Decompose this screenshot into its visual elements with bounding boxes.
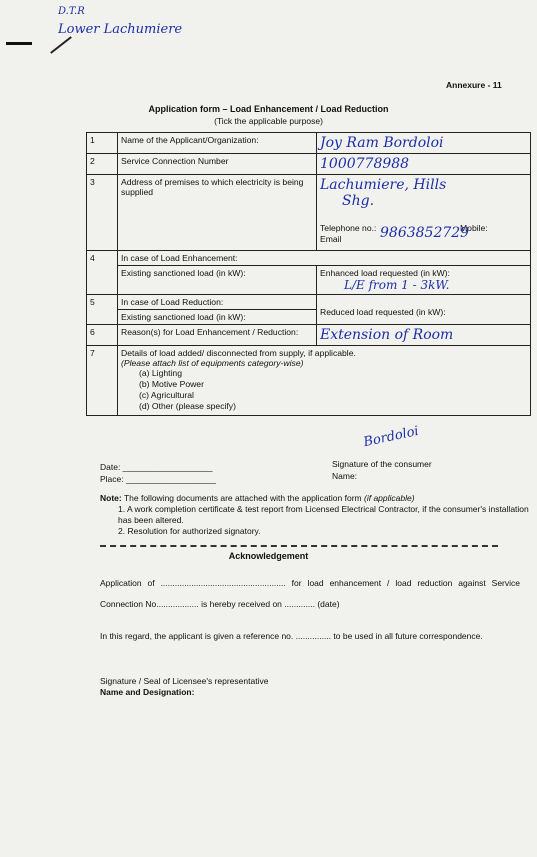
application-table <box>86 132 531 416</box>
reason-text: Extension of Room <box>320 327 454 343</box>
service-connection-value <box>317 154 531 175</box>
form-subtitle: (Tick the applicable purpose) <box>214 116 323 126</box>
enhanced-load-value: L/E from 1 - 3kW. <box>344 278 450 292</box>
service-connection-label: Service Connection Number <box>118 154 317 175</box>
row-applicant-name <box>87 133 531 154</box>
applicant-name-value <box>317 133 531 154</box>
row-reason <box>87 325 531 346</box>
address-value <box>317 175 531 251</box>
pen-mark-dash <box>6 42 32 45</box>
reduced-load-label: Reduced load requested (in kW): <box>320 307 446 317</box>
licensee-signature-label: Signature / Seal of Licensee's representative <box>100 676 269 686</box>
email-label: Email <box>320 234 342 244</box>
applicant-name-label: Name of the Applicant/Organization: <box>118 133 317 154</box>
place-field: Place: ___________________ <box>100 474 216 484</box>
form-title: Application form – Load Enhancement / Load Reduction <box>148 104 389 114</box>
note-block <box>100 493 530 537</box>
category-lighting: (a) Lighting <box>139 368 182 378</box>
handwritten-note-dtr: D.T.R <box>58 6 85 17</box>
row-service-connection <box>87 154 531 175</box>
row-load-enhancement-heading <box>87 251 531 266</box>
note-item-1: 1. A work completion certificate & test report from Licensed Electrical Contractor, if the consumer's installation has been altered. <box>118 504 529 525</box>
row-load-reduction-heading <box>87 295 531 310</box>
note-item-2: 2. Resolution for authorized signatory. <box>118 526 261 536</box>
load-category-list <box>121 368 527 412</box>
category-agricultural: (c) Agricultural <box>139 390 194 400</box>
pen-mark-slash <box>50 36 72 54</box>
applicant-name-text: Joy Ram Bordoloi <box>320 135 444 151</box>
signature-label: Signature of the consumer <box>332 459 432 469</box>
enhanced-load-cell <box>317 266 531 295</box>
load-enhancement-heading: In case of Load Enhancement: <box>118 251 531 266</box>
load-details-note: (Please attach list of equipments category-wise) <box>121 358 304 368</box>
address-label: Address of premises to which electricity is being supplied <box>118 175 317 251</box>
address-line-1: Lachumiere, Hills <box>320 177 447 193</box>
row-number: 3 <box>87 175 118 251</box>
row-number: 4 <box>87 251 118 295</box>
row-number: 2 <box>87 154 118 175</box>
row-number: 7 <box>87 346 118 416</box>
telephone-label: Telephone no.: <box>320 223 377 233</box>
load-details-cell <box>118 346 531 416</box>
divider-line <box>100 545 498 547</box>
row-number: 6 <box>87 325 118 346</box>
reason-label: Reason(s) for Load Enhancement / Reduction: <box>118 325 317 346</box>
acknowledgement-paragraph-1: Application of ..................................................... for load enhancement / load reduction against Service Connection No.................. is hereby received on ............. (date) <box>100 578 520 609</box>
row-address <box>87 175 531 251</box>
handwritten-note-location: Lower Lachumiere <box>58 22 183 37</box>
category-motive-power: (b) Motive Power <box>139 379 204 389</box>
address-line-2: Shg. <box>342 193 375 209</box>
reason-value <box>317 325 531 346</box>
name-designation-label: Name and Designation: <box>100 687 195 697</box>
existing-load-label-reduction: Existing sanctioned load (in kW): <box>118 310 317 325</box>
mobile-label: Mobile: <box>460 223 488 233</box>
contact-block <box>320 223 527 245</box>
row-number: 1 <box>87 133 118 154</box>
note-applicable: (if applicable) <box>364 493 415 503</box>
note-heading <box>100 493 530 504</box>
category-other: (d) Other (please specify) <box>139 401 236 411</box>
existing-load-label: Existing sanctioned load (in kW): <box>118 266 317 295</box>
row-load-details <box>87 346 531 416</box>
name-label: Name: <box>332 471 358 481</box>
row-load-enhancement-values <box>87 266 531 295</box>
acknowledgement-paragraph-2: In this regard, the applicant is given a reference no. ............... to be used in all future correspondence. <box>100 631 483 641</box>
note-text: The following documents are attached with the application form <box>123 493 362 503</box>
date-field: Date: ___________________ <box>100 462 213 472</box>
enhanced-load-label: Enhanced load requested (in kW): <box>320 268 450 278</box>
mobile-value: 9863852729 <box>380 225 470 241</box>
reduced-load-cell <box>317 295 531 325</box>
acknowledgement-title: Acknowledgement <box>228 551 309 561</box>
row-number: 5 <box>87 295 118 325</box>
load-reduction-heading: In case of Load Reduction: <box>118 295 317 310</box>
annexure-label: Annexure - 11 <box>446 80 502 90</box>
note-lead: Note: <box>100 493 122 503</box>
consumer-signature: Bordoloi <box>362 423 421 451</box>
load-details-label: Details of load added/ disconnected from supply, if applicable. <box>121 348 356 358</box>
service-connection-text: 1000778988 <box>320 156 410 172</box>
